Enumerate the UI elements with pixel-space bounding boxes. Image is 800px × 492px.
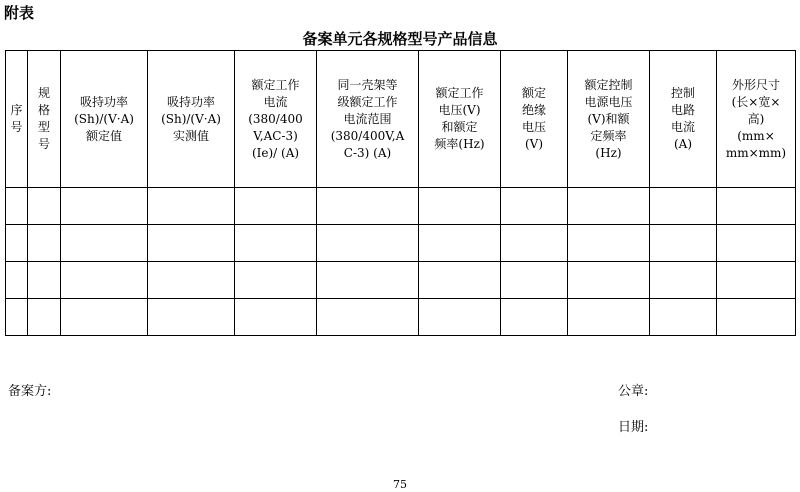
table-cell	[650, 299, 717, 336]
header-holding-power-measured: 吸持功率 (Sh)/(V·A) 实测值	[148, 51, 235, 188]
table-cell	[148, 188, 235, 225]
table-cell	[419, 262, 501, 299]
product-spec-table	[5, 50, 796, 336]
table-cell	[28, 299, 61, 336]
table-cell	[235, 262, 317, 299]
table-cell	[28, 225, 61, 262]
table-cell	[148, 299, 235, 336]
table-cell	[419, 299, 501, 336]
table-row	[6, 225, 796, 262]
table-cell	[717, 262, 796, 299]
table-cell	[317, 188, 419, 225]
table-cell	[317, 225, 419, 262]
header-control-circuit-current: 控制 电路 电流 (A)	[650, 51, 717, 188]
table-cell	[6, 225, 28, 262]
table-cell	[501, 225, 568, 262]
header-rated-voltage-frequency: 额定工作 电压(V) 和额定 频率(Hz)	[419, 51, 501, 188]
table-cell	[650, 262, 717, 299]
table-cell	[28, 188, 61, 225]
table-title: 备案单元各规格型号产品信息	[302, 30, 498, 48]
header-rated-insulation-voltage: 额定 绝缘 电压 (V)	[501, 51, 568, 188]
page-number: 75	[393, 478, 407, 491]
table-cell	[61, 262, 148, 299]
header-rated-operating-current: 额定工作 电流 (380/400 V,AC-3) (Ie)/ (A)	[235, 51, 317, 188]
table-cell	[650, 188, 717, 225]
table-cell	[235, 225, 317, 262]
table-row	[6, 299, 796, 336]
seal-label: 公章:	[618, 384, 649, 399]
table-cell	[568, 225, 650, 262]
table-cell	[501, 188, 568, 225]
date-label: 日期:	[618, 420, 649, 435]
table-cell	[235, 188, 317, 225]
header-frame-current-range: 同一壳架等 级额定工作 电流范围 (380/400V,A C-3) (A)	[317, 51, 419, 188]
table-header-row	[6, 51, 796, 188]
filer-label: 备案方:	[8, 384, 52, 399]
table-cell	[6, 188, 28, 225]
table-cell	[568, 188, 650, 225]
table-cell	[61, 299, 148, 336]
table-row	[6, 262, 796, 299]
table-cell	[317, 262, 419, 299]
header-serial-number: 序 号	[6, 51, 28, 188]
table-cell	[419, 225, 501, 262]
header-holding-power-rated: 吸持功率 (Sh)/(V·A) 额定值	[61, 51, 148, 188]
table-cell	[148, 225, 235, 262]
header-dimensions: 外形尺寸 (长×宽× 高) (mm× mm×mm)	[717, 51, 796, 188]
table-row	[6, 188, 796, 225]
table-cell	[568, 299, 650, 336]
table-cell	[28, 262, 61, 299]
table-cell	[419, 188, 501, 225]
table-cell	[6, 262, 28, 299]
header-model: 规 格 型 号	[28, 51, 61, 188]
table-cell	[717, 225, 796, 262]
table-cell	[650, 225, 717, 262]
table-cell	[148, 262, 235, 299]
table-cell	[717, 299, 796, 336]
table-cell	[61, 225, 148, 262]
header-control-supply-voltage: 额定控制 电源电压 (V)和额 定频率 (Hz)	[568, 51, 650, 188]
table-cell	[501, 262, 568, 299]
table-cell	[61, 188, 148, 225]
table-cell	[717, 188, 796, 225]
appendix-label: 附表	[4, 4, 35, 22]
table-cell	[568, 262, 650, 299]
table-cell	[235, 299, 317, 336]
table-cell	[317, 299, 419, 336]
table-cell	[501, 299, 568, 336]
table-cell	[6, 299, 28, 336]
